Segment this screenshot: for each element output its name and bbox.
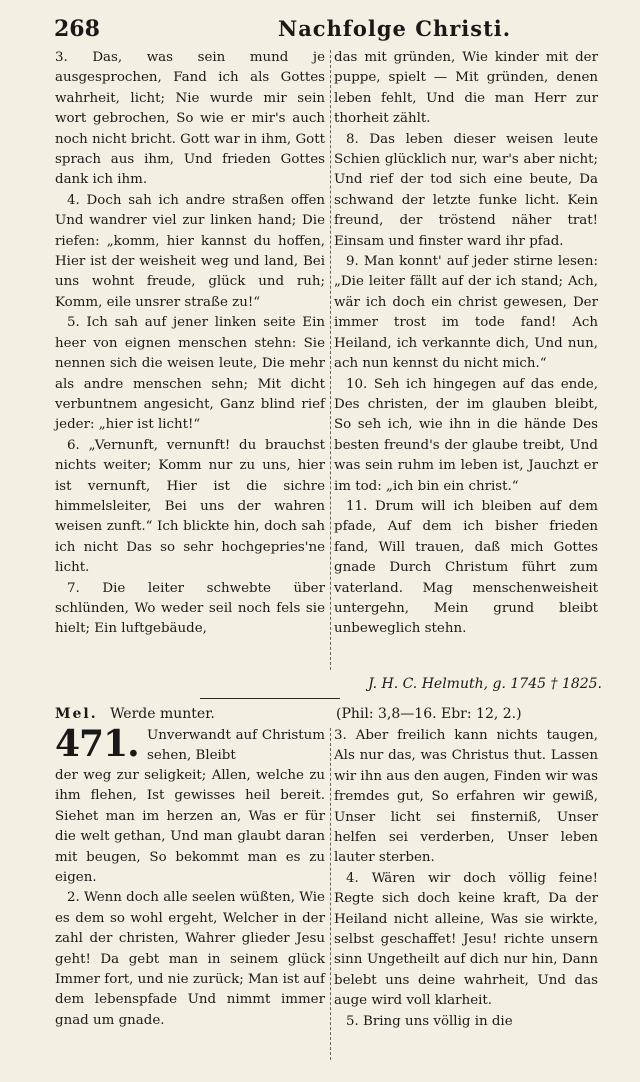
hymn-stanza-4: 4. Wären wir doch völlig feine! Regte sich doch keine kraft, Da der Heiland nicht alleine, Was sie wirkte, selbst geschaffet! Jesu! richte unsern sinn Ungetheilt auf dich nur hin, Dann belebt uns deine wahrheit, Und das auge wird voll klarheit. <box>334 870 598 1009</box>
hymn-stanza-1: der weg zur seligkeit; Allen, welche zu ihm flehen, Ist gewisses heil bereit. Siehet man im herzen an, Was er für die welt gethan, Und man glaubt daran mit beugen, So bekommt man es zu eigen. <box>55 768 325 886</box>
hymn-opening-lines: Unverwandt auf Christum sehen, Bleibt <box>147 728 325 764</box>
stanza-6: 6. „Vernunft, vernunft! du brauchst nichts weiter; Komm nur zu uns, hier ist vernunft, Hier ist die sichre himmelsleiter, Bei uns der wahren weisen zunft.“ Ich blickte hin, doch sah ich nicht Das so sehr hochgepries'ne licht. <box>55 437 325 576</box>
stanza-3: 3. Das, was sein mund je ausgesprochen, Fand ich als Gottes wahrheit, licht; Nie wurde mir sein wort gebrochen, So wie er mir's auch noch nicht bricht. Gott war in ihm, Gott sprach aus ihm, Und frieden Gottes dank ich ihm. <box>55 50 325 188</box>
stanza-11: 11. Drum will ich bleiben auf dem pfade, Auf dem ich bisher frieden fand, Will trauen, daß mich Gottes gnade Durch Christum führt zum vaterland. Mag menschenweisheit untergehn, Mein grund bleibt unbeweglich stehn. <box>334 498 598 637</box>
melody-name: Werde munter. <box>110 706 215 722</box>
stanza-8: 8. Das leben dieser weisen leute Schien glücklich nur, war's aber nicht; Und rief der tod sich eine beute, Da schwand der letzte funke licht. Kein freund, der tröstend näher trat! Einsam und finster ward ihr pfad. <box>334 131 598 249</box>
upper-left-column <box>55 48 325 640</box>
stanza-4: 4. Doch sah ich andre straßen offen Und wandrer viel zur linken hand; Die riefen: „komm, hier kannst du hoffen, Hier ist der weisheit weg und land, Bei uns wohnt freude, glück und ruh; Komm, eile unsrer straße zu!“ <box>55 192 325 310</box>
upper-right-column <box>334 48 598 640</box>
section-separator <box>200 698 340 699</box>
hymn-stanza-3: 3. Aber freilich kann nichts taugen, Als nur das, was Christus thut. Lassen wir ihn aus den augen, Finden wir was fremdes gut, So erfahren wir gewiß, Unser licht sei finsterniß, Unser helfen sei verderben, Unser leben lauter sterben. <box>334 728 598 866</box>
author-attribution: J. H. C. Helmuth, g. 1745 † 1825. <box>368 676 602 692</box>
stanza-7: 7. Die leiter schwebte über schlünden, Wo weder seil noch fels sie hielt; Ein luftgebäude, <box>55 580 325 637</box>
stanza-10: 10. Seh ich hingegen auf das ende, Des christen, der im glauben bleibt, So seh ich, wie ihn in die hände Des besten freund's der glaube treibt, Und was sein ruhm im leben ist, Jauchzt er im tod: „ich bin ein christ.“ <box>334 376 598 494</box>
hymn-stanza-2: 2. Wenn doch alle seelen wüßten, Wie es dem so wohl ergeht, Welcher in der zahl der christen, Wahrer glieder Jesu geht! Da gebt man in seinem glück Immer fort, und nie zurück; Man ist auf dem lebenspfade Und nimmt immer gnad um gnade. <box>55 890 325 1028</box>
page-header <box>48 16 608 46</box>
running-title: Nachfolge Christi. <box>278 16 512 41</box>
hymn-right-column <box>334 726 598 1032</box>
melody-label: Mel. <box>55 706 98 722</box>
column-divider-lower <box>330 728 331 1060</box>
stanza-9: 9. Man konnt' auf jeder stirne lesen: „Die leiter fällt auf der ich stand; Ach, wär ich doch ein christ gewesen, Der immer trost im tode fand! Ach Heiland, ich verkannte dich, Und nun, ach nun kennst du nicht mich.“ <box>334 254 598 372</box>
page-number: 268 <box>54 16 100 42</box>
hymn-left-column <box>55 766 325 1031</box>
scripture-reference: (Phil: 3,8—16. Ebr: 12, 2.) <box>336 706 522 722</box>
hymn-number: 471. <box>55 723 139 765</box>
hymn-stanza-5: 5. Bring uns völlig in die <box>346 1013 513 1029</box>
stanza-7-continued: das mit gründen, Wie kinder mit der puppe, spielt — Mit gründen, denen leben fehlt, Und die man Herr zur thorheit zählt. <box>334 50 598 127</box>
melody-line <box>55 706 215 722</box>
stanza-5: 5. Ich sah auf jener linken seite Ein heer von eignen menschen stehn: Sie nennen sich die weisen leute, Die mehr als andre menschen sehn; Mit dicht verbuntnem angesicht, Ganz blind rief jeder: „hier ist licht!“ <box>55 315 325 433</box>
column-divider-upper <box>330 50 331 670</box>
